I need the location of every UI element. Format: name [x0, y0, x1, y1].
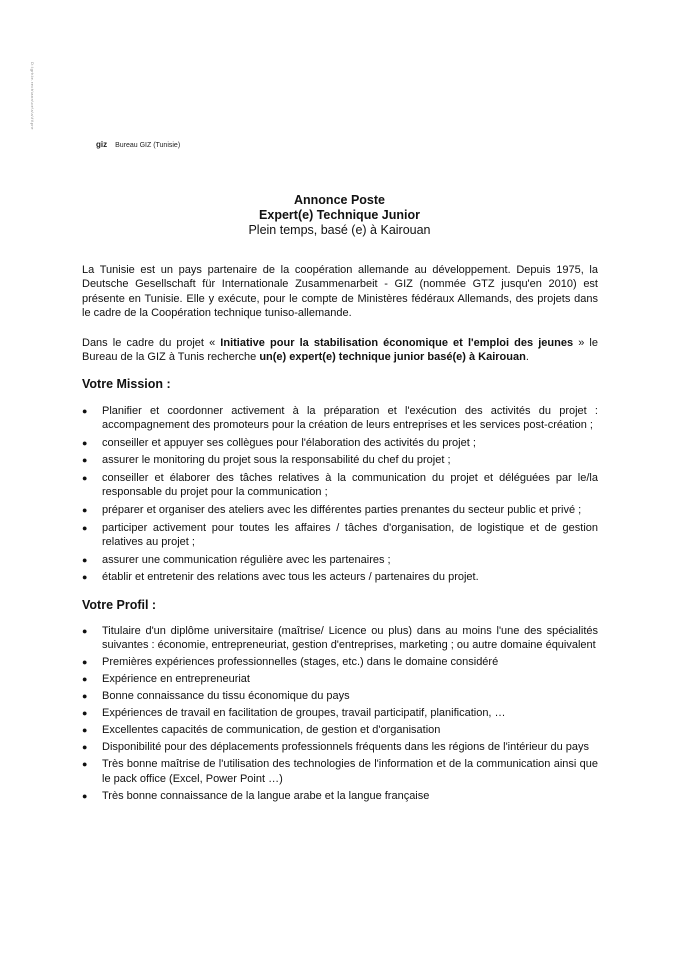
bullet-icon: ● [82, 437, 88, 448]
intro-p2-part-b: » le Bureau de la GIZ à Tunis recherche [82, 336, 598, 364]
mission-item [82, 503, 598, 517]
mission-item [82, 471, 598, 500]
mission-item-text: assurer une communication régulière avec les partenaires ; [102, 553, 391, 566]
profil-item-text: Bonne connaissance du tissu économique du pays [102, 690, 350, 703]
profil-item [82, 655, 598, 669]
profil-list [82, 624, 598, 803]
title-line-1: Annonce Poste [294, 193, 385, 207]
title-line-2: Expert(e) Technique Junior [259, 208, 420, 222]
profil-item-text: Très bonne connaissance de la langue arabe et la langue française [102, 789, 430, 802]
mission-item-text: participer activement pour toutes les affaires / tâches d'organisation, de logistique et de gestion relatives au projet ; [102, 521, 598, 549]
profil-item [82, 723, 598, 737]
page-header [96, 140, 180, 149]
bullet-icon: ● [82, 554, 88, 565]
mission-item [82, 570, 598, 584]
profil-item [82, 672, 598, 686]
bullet-icon: ● [82, 708, 88, 719]
mission-item [82, 521, 598, 550]
office-label: Bureau GIZ (Tunisie) [115, 142, 181, 149]
position-name: un(e) expert(e) technique junior basé(e) à Kairouan [259, 351, 526, 364]
mission-list [82, 404, 598, 585]
bullet-icon: ● [82, 742, 88, 753]
bullet-icon: ● [82, 572, 88, 583]
mission-item-text: conseiller et élaborer des tâches relatives à la communication du projet et déléguées par le/la responsable du projet pour la communication ; [102, 472, 598, 499]
bullet-icon: ● [82, 405, 88, 416]
profil-item-text: Expériences de travail en facilitation de groupes, travail participatif, planification, … [102, 707, 506, 720]
project-name: Initiative pour la stabilisation économique et l'emploi des jeunes [220, 336, 574, 349]
bullet-icon: ● [82, 790, 88, 801]
mission-item-text: préparer et organiser des ateliers avec les différentes parties prenantes du secteur public et privé ; [102, 504, 582, 517]
profil-item-text: Disponibilité pour des déplacements professionnels fréquents dans les régions de l'intérieur du pays [102, 741, 589, 754]
bullet-icon: ● [82, 473, 88, 484]
bullet-icon: ● [82, 759, 88, 770]
mission-item-text: conseiller et appuyer ses collègues pour l'élaboration des activités du projet ; [102, 436, 476, 449]
profil-heading: Votre Profil : [82, 597, 157, 612]
mission-heading: Votre Mission : [82, 377, 171, 392]
intro-paragraph-1: La Tunisie est un pays partenaire de la coopération allemande au développement. Depuis 1975, la Deutsche Gesellschaft für Internationale Zusammenarbeit - GIZ (nommée GTZ jusqu'en 2010) est présente en Tunisie. Elle y exécute, pour le compte de Ministères fédéraux Allemands, des projets dans le cadre de la Coopération technique tuniso-allemande. [82, 264, 598, 320]
profil-item [82, 624, 598, 653]
title-line-3: Plein temps, basé (e) à Kairouan [248, 223, 431, 237]
profil-item [82, 740, 598, 754]
bullet-icon: ● [82, 674, 88, 685]
profil-item-text: Titulaire d'un diplôme universitaire (maîtrise/ Licence ou plus) dans au moins l'une des spécialités suivantes : économie, entrepreneuriat, gestion d'entreprises, marketing ; ou autre domaine équivalent [102, 625, 598, 652]
bullet-icon: ● [82, 505, 88, 516]
profil-item [82, 757, 598, 786]
mission-item [82, 553, 598, 567]
profil-item [82, 689, 598, 703]
document-body [82, 263, 598, 806]
profil-item-text: Excellentes capacités de communication, de gestion et d'organisation [102, 724, 441, 737]
mission-item-text: établir et entretenir des relations avec tous les acteurs / partenaires du projet. [102, 571, 479, 584]
mission-item-text: assurer le monitoring du projet sous la responsabilité du chef du projet ; [102, 454, 451, 467]
mission-item-text: Planifier et coordonner activement à la préparation et l'exécution des activités du projet : accompagnement des promoteurs pour la création de leurs entreprises et les services post-création ; [102, 404, 598, 432]
bullet-icon: ● [82, 657, 88, 668]
profil-item [82, 706, 598, 720]
document-reference-code: D:\grh\e.rech\ann\ce\s\s\fi\pre [30, 62, 35, 130]
bullet-icon: ● [82, 455, 88, 466]
intro-p2-part-c: . [525, 351, 529, 364]
profil-item-text: Très bonne maîtrise de l'utilisation des technologies de l'information et de la communication ainsi que le pack office (Excel, Power Point …) [102, 758, 598, 785]
announcement-title [0, 193, 679, 238]
profil-item-text: Expérience en entrepreneuriat [102, 673, 250, 686]
intro-p2-part-a: Dans le cadre du projet « [82, 336, 221, 349]
bullet-icon: ● [82, 725, 88, 736]
mission-item [82, 404, 598, 433]
mission-item [82, 453, 598, 467]
profil-item-text: Premières expériences professionnelles (stages, etc.) dans le domaine considéré [102, 656, 499, 669]
bullet-icon: ● [82, 522, 88, 533]
bullet-icon: ● [82, 691, 88, 702]
bullet-icon: ● [82, 626, 88, 637]
profil-item [82, 789, 598, 803]
giz-logo: giz [96, 140, 108, 149]
intro-paragraph-2 [82, 336, 598, 365]
mission-item [82, 436, 598, 450]
